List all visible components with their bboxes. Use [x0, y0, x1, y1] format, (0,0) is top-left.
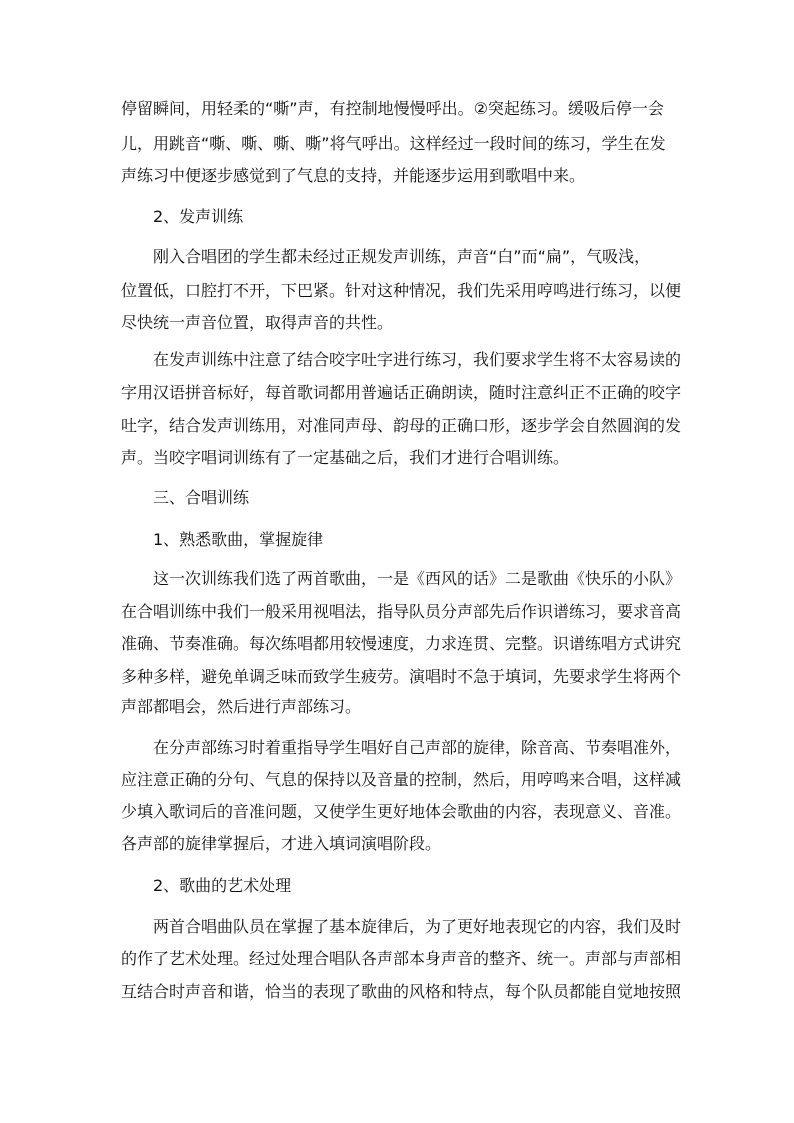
paragraph-line: 准确、节奏准确。每次练唱都用较慢速度，力求连贯、完整。识谱练唱方式讲究 [121, 634, 682, 653]
paragraph-line: 声部都唱会，然后进行声部练习。 [121, 697, 362, 716]
paragraph-line: 字用汉语拼音标好，每首歌词都用普遍话正确朗读，随时注意纠正不正确的咬字 [121, 383, 682, 402]
paragraph-line: 声。当咬字唱词训练有了一定基础之后，我们才进行合唱训练。 [121, 448, 570, 467]
paragraph-line: 声练习中便逐步感觉到了气息的支持，并能逐步运用到歌唱中来。 [121, 166, 586, 185]
section-heading: 1、熟悉歌曲，掌握旋律 [153, 530, 324, 549]
paragraph-line: 位置低，口腔打不开，下巴紧。针对这种情况，我们先采用哼鸣进行练习，以便 [121, 281, 682, 300]
chapter-heading: 三、合唱训练 [153, 488, 250, 507]
paragraph-line: 互结合时声音和谐，恰当的表现了歌曲的风格和特点，每个队员都能自觉地按照 [121, 982, 682, 1001]
paragraph-line: 多种多样，避免单调乏味而致学生疲劳。演唱时不急于填词，先要求学生将两个 [121, 667, 682, 686]
paragraph-line: 在合唱训练中我们一般采用视唱法，指导队员分声部先后作识谱练习，要求音高 [121, 602, 682, 621]
section-heading: 2、发声训练 [153, 207, 244, 226]
paragraph-line: 应注意正确的分句、气息的保持以及音量的控制，然后，用哼鸣来合唱，这样减 [121, 770, 682, 789]
paragraph-line: 停留瞬间，用轻柔的“嘶”声，有控制地慢慢呼出。②突起练习。缓吸后停一会 [121, 99, 664, 118]
paragraph-line: 在分声部练习时着重指导学生唱好自己声部的旋律，除音高、节奏唱准外， [153, 738, 682, 757]
paragraph-line: 儿，用跳音“嘶、嘶、嘶、嘶”将气呼出。这样经过一段时间的练习，学生在发 [121, 134, 666, 153]
paragraph-line: 少填入歌词后的音准问题，又使学生更好地体会歌曲的内容，表现意义、音准。 [121, 802, 682, 821]
paragraph-line: 各声部的旋律掌握后，才进入填词演唱阶段。 [121, 834, 442, 853]
paragraph-line: 刚入合唱团的学生都未经过正规发声训练，声音“白”而“扁”，气吸浅， [153, 247, 651, 266]
paragraph-line: 这一次训练我们选了两首歌曲，一是《西风的话》二是歌曲《快乐的小队》 [153, 569, 682, 588]
paragraph-line: 吐字，结合发声训练用，对准同声母、韵母的正确口形，逐步学会自然圆润的发 [121, 416, 682, 435]
paragraph-line: 尽快统一声音位置，取得声音的共性。 [121, 313, 394, 332]
paragraph-line: 两首合唱曲队员在掌握了基本旋律后，为了更好地表现它的内容，我们及时 [153, 917, 682, 936]
paragraph-line: 在发声训练中注意了结合咬字吐字进行练习，我们要求学生将不太容易读的 [153, 350, 682, 369]
paragraph-line: 的作了艺术处理。经过处理合唱队各声部本身声音的整齐、统一。声部与声部相 [121, 949, 682, 968]
section-heading: 2、歌曲的艺术处理 [153, 876, 292, 895]
